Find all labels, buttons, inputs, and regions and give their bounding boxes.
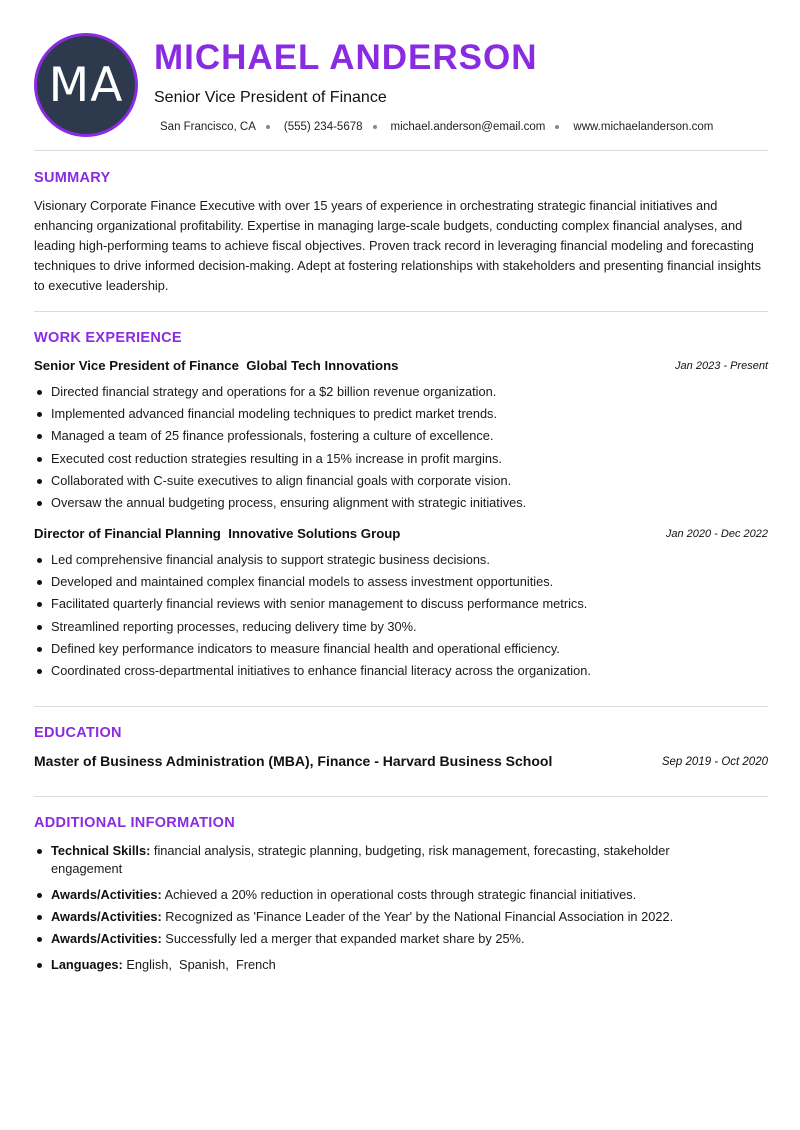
education-entry bbox=[34, 753, 768, 773]
education-heading: EDUCATION bbox=[34, 725, 122, 741]
list-item: Collaborated with C-suite executives to align financial goals with corporate vision. bbox=[34, 472, 768, 494]
item-text: Recognized as 'Finance Leader of the Year' by the National Financial Association in 2022. bbox=[165, 909, 674, 924]
job-role: Director of Financial Planning bbox=[34, 526, 221, 541]
candidate-title: Senior Vice President of Finance bbox=[154, 89, 387, 106]
candidate-name: MICHAEL ANDERSON bbox=[154, 38, 538, 77]
avatar bbox=[34, 33, 138, 137]
contact-email[interactable]: michael.anderson@email.com bbox=[390, 121, 546, 133]
education-dates: Sep 2019 - Oct 2020 bbox=[661, 756, 768, 768]
contact-phone[interactable]: (555) 234-5678 bbox=[283, 121, 363, 133]
resume-header bbox=[34, 33, 768, 137]
job-header bbox=[34, 358, 768, 376]
item-label: Awards/Activities: bbox=[51, 931, 162, 946]
divider bbox=[34, 796, 768, 797]
education-degree: Master of Business Administration (MBA), Finance - Harvard Business School bbox=[34, 753, 553, 769]
list-item: Managed a team of 25 finance professionals, fostering a culture of excellence. bbox=[34, 427, 768, 449]
list-item: Oversaw the annual budgeting process, ensuring alignment with strategic initiatives. bbox=[34, 494, 768, 516]
list-item bbox=[34, 930, 768, 952]
list-item: Led comprehensive financial analysis to support strategic business decisions. bbox=[34, 551, 768, 573]
list-item bbox=[34, 886, 768, 908]
job-dates: Jan 2020 - Dec 2022 bbox=[665, 528, 768, 540]
item-label: Languages: bbox=[51, 957, 123, 972]
item-text: English, Spanish, French bbox=[126, 957, 276, 972]
summary-heading: SUMMARY bbox=[34, 170, 111, 186]
separator-dot-icon bbox=[555, 125, 559, 129]
job-company: Innovative Solutions Group bbox=[228, 526, 401, 541]
job-dates: Jan 2023 - Present bbox=[675, 360, 768, 372]
list-item: Facilitated quarterly financial reviews with senior management to discuss performance metrics. bbox=[34, 595, 768, 617]
job-role: Senior Vice President of Finance bbox=[34, 358, 239, 373]
summary-text: Visionary Corporate Finance Executive with over 15 years of experience in orchestrating strategic financial initiatives and enhancing organizational profitability. Expertise in managing large-scale budgets, conducting complex financial analyses, and leading high-performing teams to achieve fiscal objectives. Proven track record in leveraging financial modeling and forecasting techniques to drive informed decision-making. Adept at fostering relationships with stakeholders and presenting financial insights to executive leadership. bbox=[34, 198, 761, 293]
list-item bbox=[34, 908, 768, 930]
job-bullet-list bbox=[34, 551, 768, 684]
job-company: Global Tech Innovations bbox=[246, 358, 399, 373]
list-item: Streamlined reporting processes, reducing delivery time by 30%. bbox=[34, 618, 768, 640]
list-item bbox=[34, 842, 714, 878]
job-bullet-list bbox=[34, 383, 768, 516]
list-item: Executed cost reduction strategies resulting in a 15% increase in profit margins. bbox=[34, 450, 768, 472]
item-text: Achieved a 20% reduction in operational costs through strategic financial initiatives. bbox=[164, 887, 637, 902]
item-label: Technical Skills: bbox=[51, 843, 151, 858]
list-item: Implemented advanced financial modeling techniques to predict market trends. bbox=[34, 405, 768, 427]
divider bbox=[34, 150, 768, 151]
divider bbox=[34, 706, 768, 707]
separator-dot-icon bbox=[266, 125, 270, 129]
additional-list bbox=[34, 842, 768, 974]
contact-location: San Francisco, CA bbox=[160, 121, 256, 133]
list-item: Directed financial strategy and operations for a $2 billion revenue organization. bbox=[34, 383, 768, 405]
list-item: Developed and maintained complex financial models to assess investment opportunities. bbox=[34, 573, 768, 595]
list-item: Coordinated cross-departmental initiatives to enhance financial literacy across the organization. bbox=[34, 662, 768, 684]
contact-website[interactable]: www.michaelanderson.com bbox=[573, 121, 714, 133]
item-label: Awards/Activities: bbox=[51, 909, 162, 924]
experience-heading: WORK EXPERIENCE bbox=[34, 330, 182, 346]
job-role-company bbox=[34, 358, 398, 373]
separator-dot-icon bbox=[373, 125, 377, 129]
divider bbox=[34, 311, 768, 312]
additional-heading: ADDITIONAL INFORMATION bbox=[34, 815, 235, 831]
job-header bbox=[34, 526, 768, 544]
item-text: Successfully led a merger that expanded market share by 25%. bbox=[165, 931, 525, 946]
list-item bbox=[34, 956, 768, 974]
contact-bar bbox=[160, 121, 713, 133]
item-label: Awards/Activities: bbox=[51, 887, 162, 902]
list-item: Defined key performance indicators to measure financial health and operational efficiency. bbox=[34, 640, 768, 662]
avatar-initials: MA bbox=[48, 57, 124, 113]
job-role-company bbox=[34, 526, 400, 541]
item-text: financial analysis, strategic planning, budgeting, risk management, forecasting, stakeholder engagement bbox=[51, 843, 670, 876]
